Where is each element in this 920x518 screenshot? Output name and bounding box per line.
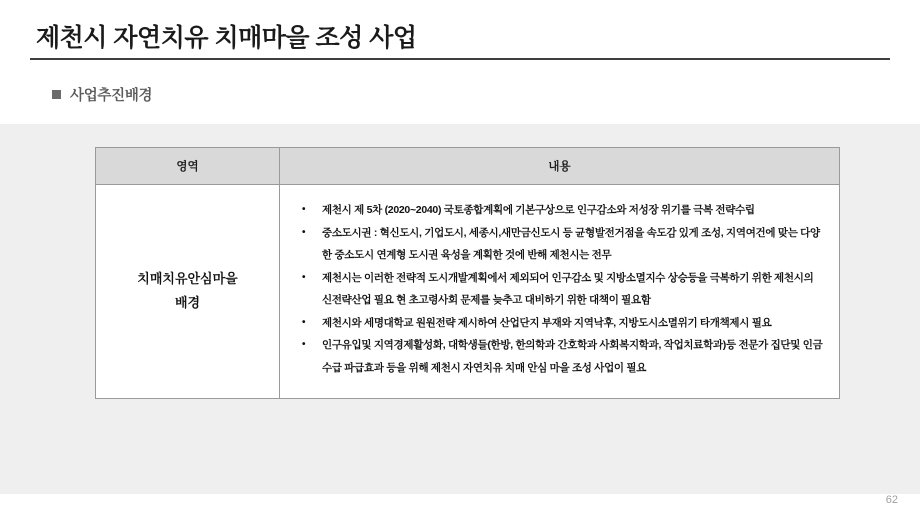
table-header-content: 내용	[280, 148, 840, 185]
area-label-line2: 배경	[174, 295, 201, 311]
list-item: • 제천시 제 5차 (2020~2040) 국토종합계획에 기본구상으로 인구감소와 저성장 위기를 극복 전략수립	[296, 199, 823, 222]
background-table	[95, 147, 840, 399]
title-divider	[30, 58, 890, 60]
content-list	[296, 199, 823, 380]
table-cell-area	[96, 185, 280, 399]
table-cell-content	[280, 185, 840, 399]
area-label-line1: 치매치유안심마을	[137, 270, 238, 286]
table-header-area: 영역	[96, 148, 280, 185]
table-header-row	[96, 148, 840, 185]
list-item: • 제천시는 이러한 전략적 도시개발계획에서 제외되어 인구감소 및 지방소멸지수 상승등을 극복하기 위한 제천시의 신전략산업 필요 현 초고령사회 문제를 늦추고 대비하기 위한 대책이 필요함	[296, 267, 823, 312]
section-heading-label: 사업추진배경	[70, 88, 153, 104]
page-number: 62	[885, 494, 898, 506]
list-item: • 인구유입및 지역경제활성화, 대학생들(한방, 한의학과 간호학과 사회복지학과, 작업치료학과)등 전문가 집단및 인금수급 파급효과 등을 위해 제천시 자연치유 치매 안심 마을 조성 사업이 필요	[296, 334, 823, 379]
list-item: • 제천시와 세명대학교 원원전략 제시하여 산업단지 부재와 지역낙후, 지방도시소멸위기 타개책제시 필요	[296, 312, 823, 335]
section-heading	[52, 84, 152, 105]
page-title: 제천시 자연치유 치매마을 조성 사업	[36, 24, 417, 52]
list-item: • 중소도시권 : 혁신도시, 기업도시, 세종시,새만금신도시 등 균형발전거점을 속도감 있게 조성, 지역여건에 맞는 다양한 중소도시 연계형 도시권 육성을 계획한 것에 반해 제천시는 전무	[296, 222, 823, 267]
table-row	[96, 185, 840, 399]
square-bullet-icon	[52, 90, 61, 99]
